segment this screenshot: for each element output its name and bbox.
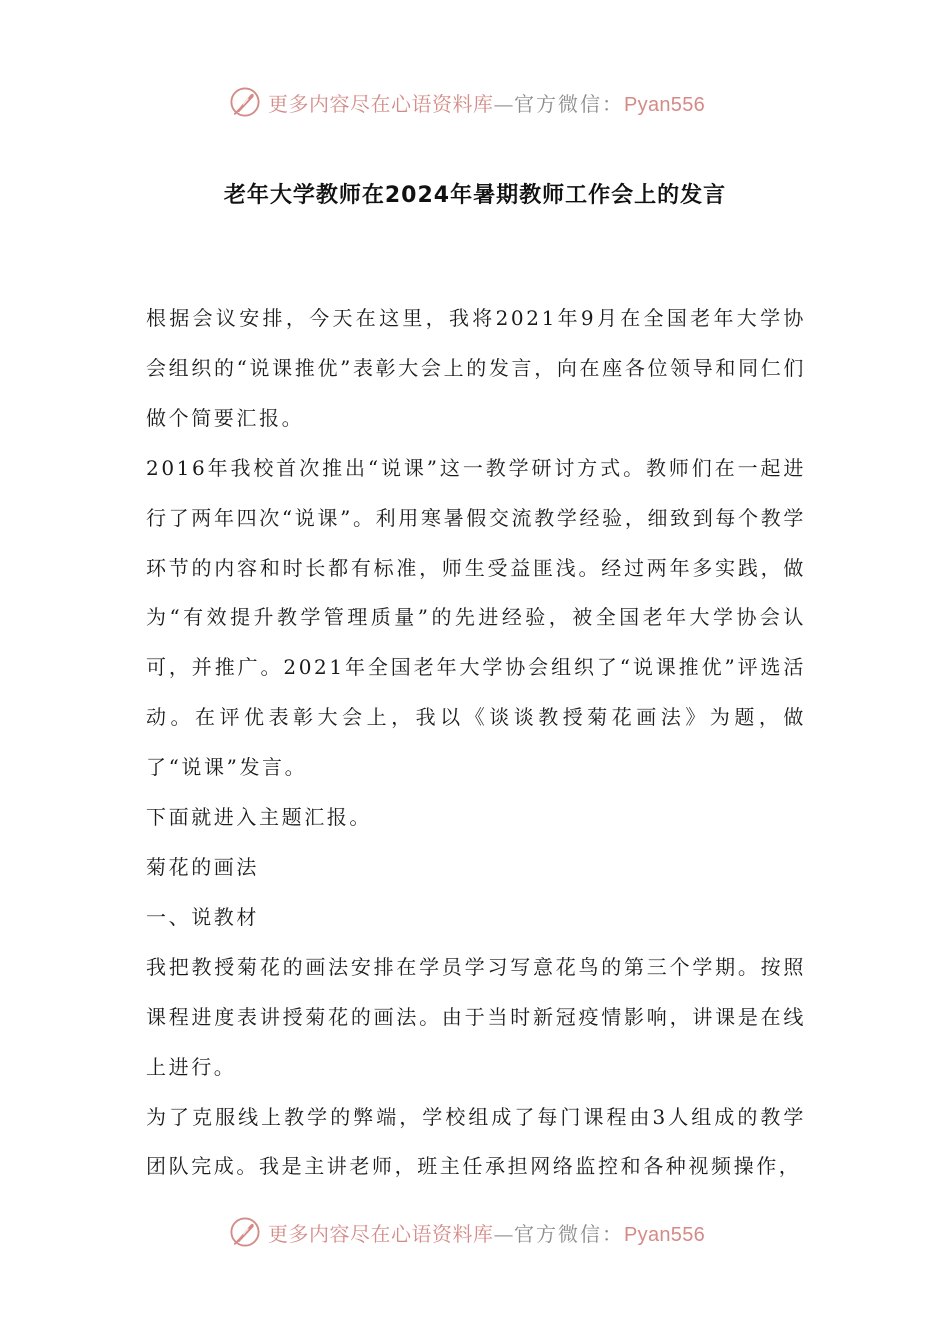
watermark-separator: — [493,1221,514,1246]
quill-pen-icon [228,1215,262,1249]
paragraph: 我把教授菊花的画法安排在学员学习写意花鸟的第三个学期。按照课程进度表讲授菊花的画法。由于当时新冠疫情影响，讲课是在线上进行。 [146,954,806,1079]
paragraph: 下面就进入主题汇报。 [146,805,372,830]
quill-pen-icon [228,85,262,119]
watermark-separator: — [493,91,514,116]
watermark-site-text: 更多内容尽在心语资料库 [268,1221,494,1246]
section-heading: 一、说教材 [146,904,259,929]
paragraph: 2016年我校首次推出“说课”这一教学研讨方式。教师们在一起进行了两年四次“说课”。利用寒暑假交流教学经验，细致到每个教学环节的内容和时长都有标准，师生受益匪浅。经过两年多实践，做为“有效提升教学管理质量”的先进经验，被全国老年大学协会认可，并推广。2021年全国老年大学协会组织了“说课推优”评选活动。在评优表彰大会上，我以《谈谈教授菊花画法》为题，做了“说课”发言。 [146,455,806,780]
watermark-text [268,1218,705,1247]
paragraph: 为了克服线上教学的弊端，学校组成了每门课程由3人组成的教学团队完成。我是主讲老师，班主任承担网络监控和各种视频操作， [146,1104,806,1179]
document-title: 老年大学教师在2024年暑期教师工作会上的发言 [223,183,727,208]
watermark-site-text: 更多内容尽在心语资料库 [268,91,494,116]
watermark-official-label: 官方微信： [514,1221,624,1246]
watermark-text [268,88,705,117]
document-body [146,294,806,1192]
paragraph: 根据会议安排，今天在这里，我将2021年9月在全国老年大学协会组织的“说课推优”表彰大会上的发言，向在座各位领导和同仁们做个简要汇报。 [146,306,806,430]
watermark-official-label: 官方微信： [514,91,624,116]
watermark-wechat-id: Pyan556 [624,93,706,116]
header-watermark [228,82,748,122]
footer-watermark [228,1212,748,1252]
watermark-wechat-id: Pyan556 [624,1223,706,1246]
section-heading: 菊花的画法 [146,854,259,879]
